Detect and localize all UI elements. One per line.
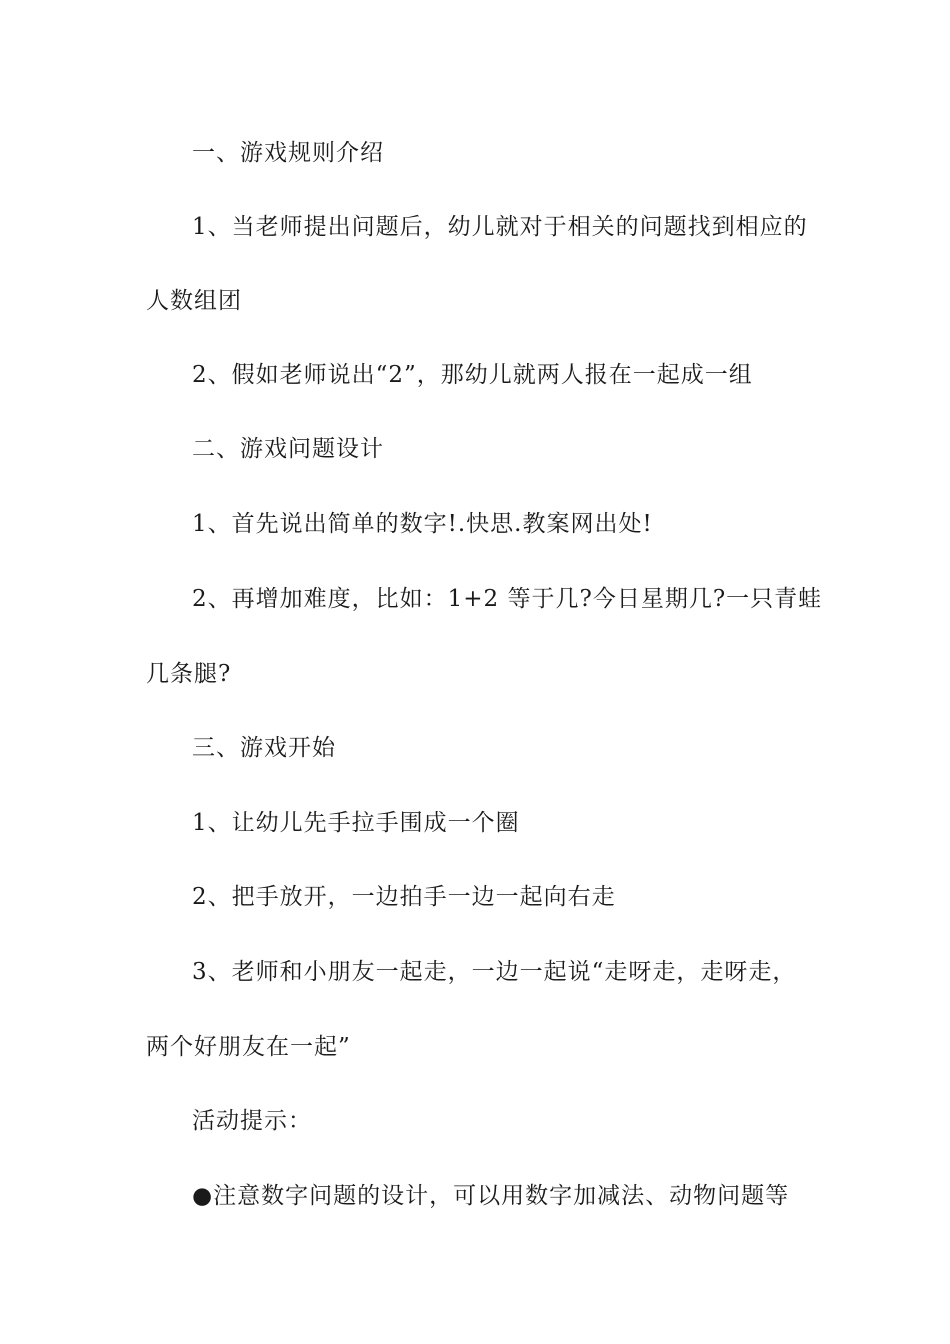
paragraph-line: 几条腿?	[146, 661, 232, 687]
paragraph-line: 人数组团	[146, 288, 242, 314]
bullet-line: ●注意数字问题的设计，可以用数字加减法、动物问题等	[192, 1183, 790, 1209]
section-heading-tips: 活动提示：	[192, 1108, 312, 1134]
section-heading-questions: 二、游戏问题设计	[192, 436, 384, 462]
section-heading-start: 三、游戏开始	[192, 735, 336, 761]
section-heading-rules: 一、游戏规则介绍	[192, 140, 384, 166]
paragraph-line: 2、再增加难度，比如：1+2 等于几?今日星期几?一只青蛙	[192, 586, 823, 612]
paragraph-line: 3、老师和小朋友一起走，一边一起说“走呀走，走呀走，	[192, 959, 797, 985]
paragraph-line: 1、首先说出简单的数字!.快思.教案网出处!	[192, 511, 653, 537]
paragraph-line: 2、把手放开，一边拍手一边一起向右走	[192, 884, 616, 910]
paragraph-line: 1、当老师提出问题后，幼儿就对于相关的问题找到相应的	[192, 214, 808, 240]
paragraph-line: 两个好朋友在一起”	[146, 1034, 351, 1060]
paragraph-line: 2、假如老师说出“2”，那幼儿就两人报在一起成一组	[192, 362, 753, 388]
paragraph-line: 1、让幼儿先手拉手围成一个圈	[192, 810, 520, 836]
